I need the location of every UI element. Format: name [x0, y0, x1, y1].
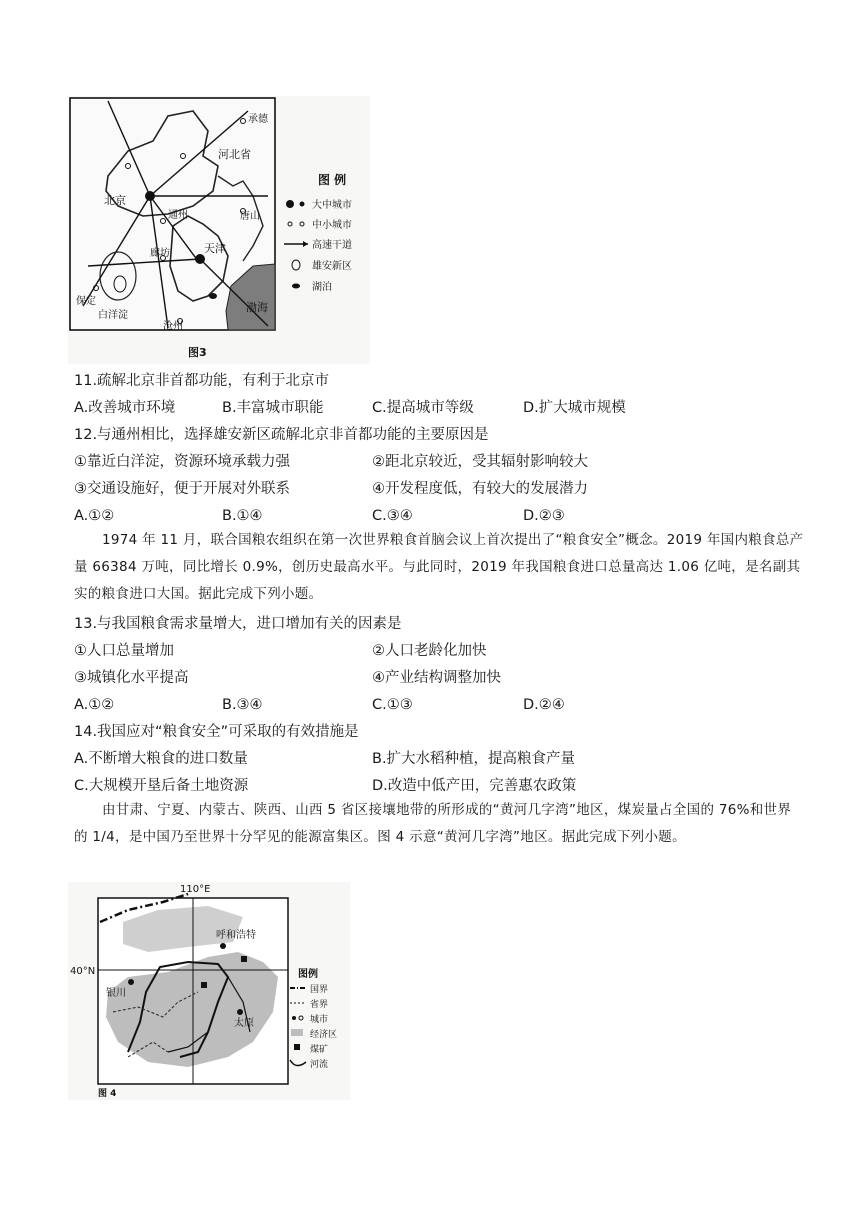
q13-option-c: C.①③ [372, 697, 413, 713]
q14-option-b: B.扩大水稻种植，提高粮食产量 [372, 751, 576, 767]
fig3-legend-item-2: 高速干道 [312, 240, 352, 251]
label-bohai: 渤海 [246, 301, 268, 314]
q11-option-a: A.改善城市环境 [74, 400, 176, 416]
q11-stem: 11.疏解北京非首都功能，有利于北京市 [74, 373, 330, 389]
figure-3-map [68, 96, 370, 364]
q11-option-c: C.提高城市等级 [372, 400, 474, 416]
label-tongzhou: 通州 [168, 210, 188, 221]
fig3-legend-item-1: 中小城市 [312, 220, 352, 231]
fig4-legend-item-1: 省界 [310, 1000, 329, 1010]
q13-stem: 13.与我国粮食需求量增大，进口增加有关的因素是 [74, 616, 402, 632]
fig4-lon-label: 110°E [180, 884, 211, 895]
q13-option-d: D.②④ [523, 697, 565, 713]
q13-statement-1: ①人口总量增加 [74, 643, 174, 659]
q13-statement-3: ③城镇化水平提高 [74, 670, 189, 686]
q12-statement-1: ①靠近白洋淀，资源环境承载力强 [74, 454, 290, 470]
fig3-caption: 图3 [188, 346, 207, 359]
q12-stem: 12.与通州相比，选择雄安新区疏解北京非首都功能的主要原因是 [74, 427, 489, 443]
fig4-legend-title: 图例 [298, 969, 318, 980]
q13-option-b: B.③④ [222, 697, 263, 713]
passage-food-security: 1974 年 11 月，联合国粮农组织在第一次世界粮食首脑会议上首次提出了“粮食安全”概念。2019 年国内粮食总产量 66384 万吨，同比增长 0.9%，创历史最高水平。与此同时，2019 年我国粮食进口总量高达 1.06 亿吨，是名副其实的粮食进口大国。据此完成下列小题。 [74, 532, 804, 602]
label-taiyuan: 太原 [234, 1018, 254, 1029]
fig4-legend-item-0: 国界 [310, 985, 329, 995]
q12-option-a: A.①② [74, 508, 115, 524]
q13-option-a: A.①② [74, 697, 115, 713]
label-cangzhou: 沧州 [163, 321, 183, 332]
figure-4-map [68, 882, 350, 1100]
q12-statement-3: ③交通设施好，便于开展对外联系 [74, 481, 290, 497]
q14-stem: 14.我国应对“粮食安全”可采取的有效措施是 [74, 724, 359, 740]
fig3-legend-item-3: 雄安新区 [312, 261, 352, 272]
figure-3-svg [68, 96, 370, 364]
fig4-legend-item-3: 经济区 [310, 1030, 338, 1040]
fig3-legend-title: 图 例 [318, 173, 347, 187]
label-yinchuan: 银川 [106, 988, 126, 999]
q12-statement-4: ④开发程度低，有较大的发展潜力 [372, 481, 588, 497]
fig4-caption: 图 4 [98, 1089, 117, 1099]
q11-option-d: D.扩大城市规模 [523, 400, 626, 416]
fig3-legend-item-4: 湖泊 [312, 282, 332, 293]
fig4-legend-item-5: 河流 [310, 1060, 329, 1070]
q12-option-b: B.①④ [222, 508, 263, 524]
q12-option-c: C.③④ [372, 508, 413, 524]
q12-statement-2: ②距北京较近，受其辐射影响较大 [372, 454, 588, 470]
label-hohhot: 呼和浩特 [216, 930, 256, 941]
q12-option-d: D.②③ [523, 508, 565, 524]
passage-yellow-river-bend: 由甘肃、宁夏、内蒙古、陕西、山西 5 省区接壤地带的所形成的“黄河几字湾”地区，煤炭量占全国的 76%和世界的 1/4，是中国乃至世界十分罕见的能源富集区。图 4 示意“黄河几字湾”地区。据此完成下列小题。 [74, 802, 792, 845]
figure-4-svg [68, 882, 350, 1100]
q13-statement-2: ②人口老龄化加快 [372, 643, 487, 659]
q13-statement-4: ④产业结构调整加快 [372, 670, 501, 686]
label-tianjin: 天津 [204, 242, 226, 255]
fig4-legend-item-4: 煤矿 [310, 1045, 329, 1055]
q14-option-a: A.不断增大粮食的进口数量 [74, 751, 248, 767]
label-baiyangdian: 白洋淀 [98, 310, 128, 321]
label-langfang: 廊坊 [150, 248, 170, 259]
label-beijing: 北京 [104, 194, 126, 207]
fig3-legend-item-0: 大中城市 [312, 200, 352, 211]
fig4-legend-item-2: 城市 [310, 1015, 329, 1025]
q14-option-d: D.改造中低产田，完善惠农政策 [372, 778, 577, 794]
q14-option-c: C.大规模开垦后备土地资源 [74, 778, 249, 794]
label-chengde: 承德 [248, 114, 268, 125]
label-hebei: 河北省 [218, 148, 251, 161]
label-tangshan: 唐山 [240, 211, 260, 222]
label-baoding: 保定 [76, 296, 96, 307]
fig4-lat-label: 40°N [70, 966, 96, 977]
q11-option-b: B.丰富城市职能 [222, 400, 324, 416]
